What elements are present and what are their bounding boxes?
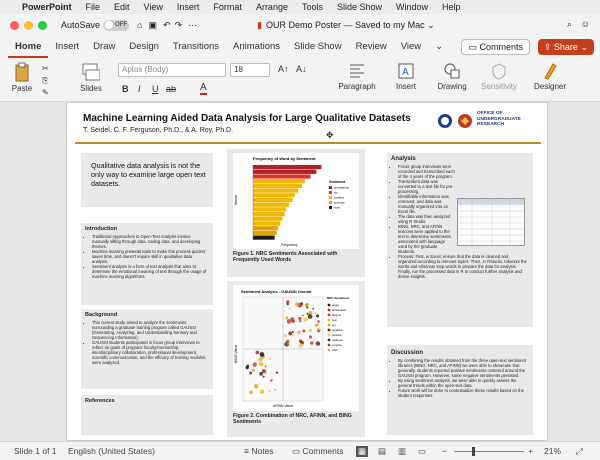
callout-text: Qualitative data analysis is not the only way to examine large open text datasets. (91, 161, 206, 188)
legend-title: Sentiment (329, 180, 346, 184)
scatter-point (292, 334, 294, 336)
bar (253, 221, 280, 225)
strikethrough-icon[interactable]: ab (166, 84, 177, 94)
university-seal-logo (437, 113, 453, 129)
font-size-select[interactable]: 18 (230, 63, 270, 77)
decrease-font-icon[interactable]: A↓ (296, 64, 307, 74)
scatter-point (312, 308, 314, 310)
comment-status-icon: ▭ (292, 445, 301, 456)
paste-button[interactable] (8, 62, 36, 93)
chart-title: Frequency of Word by Sentiment (253, 156, 316, 161)
legend-label: negative (332, 328, 343, 332)
tab-review[interactable]: Review (355, 41, 387, 52)
y-axis-label: BING Value (234, 344, 238, 363)
menu-insert[interactable]: Insert (176, 2, 200, 12)
menu-file[interactable]: File (85, 2, 101, 12)
scatter-point (310, 341, 313, 344)
status-bar (0, 441, 600, 460)
background-item: • GAUSSI students participated in focus group interviews to reflect on goals of program: faculty/mentorship, interdisciplinary collaboration, professional development, scientific communication, and the efficacy of training modules were analyzed. (92, 340, 207, 365)
analysis-item: • Identifiable information was removed, and data was manually organized into an Excel file. (398, 194, 455, 214)
analysis-item: • Transcribed data was converted to a text file for pre-processing. (398, 179, 455, 194)
poster-authors[interactable]: T. Seidel, C. F. Ferguson, Ph.D., & A. Roy, Ph.D. (83, 127, 234, 134)
designer-button[interactable] (530, 62, 570, 91)
paragraph-icon (348, 62, 366, 80)
discussion-box[interactable] (387, 345, 533, 435)
clipboard-icon (14, 62, 30, 82)
format-painter-icon[interactable]: ✎ (42, 88, 49, 97)
bar (253, 203, 289, 207)
menu-window[interactable]: Window (396, 2, 429, 12)
legend-marker (328, 339, 331, 342)
legend-label: surprise (332, 343, 342, 347)
home-icon[interactable]: ⌂ (137, 20, 143, 30)
scatter-point (288, 332, 292, 336)
paste-label: Paste (11, 84, 33, 93)
legend-label: sadness (332, 338, 343, 342)
account-icon[interactable]: ☺ (580, 19, 590, 29)
autosave-toggle[interactable] (103, 20, 129, 31)
scatter-point (290, 317, 294, 321)
tab-design[interactable]: Design (129, 41, 159, 52)
scatter-point (268, 390, 270, 392)
sensitivity-icon (490, 62, 508, 80)
menu-app[interactable]: PowerPoint (22, 2, 72, 12)
bar (253, 231, 277, 235)
menu-view[interactable]: View (143, 2, 163, 12)
slideshow-view-icon[interactable]: ▭ (418, 445, 427, 456)
callout-box[interactable] (81, 153, 213, 207)
normal-view-icon[interactable]: ▦ (358, 445, 367, 456)
bar (253, 170, 316, 174)
comments-status-label: Comments (302, 445, 344, 456)
scatter-point (253, 363, 257, 367)
scatter-point (259, 362, 263, 366)
scatter-point (297, 331, 301, 335)
bar (253, 212, 285, 216)
sensitivity-button[interactable] (476, 62, 522, 91)
sorter-view-icon[interactable]: ▤ (378, 445, 387, 456)
tab-home[interactable]: Home (8, 36, 48, 58)
discussion-item: • By using sentiment analysis, we were able to quickly assess the general trends within the open-text data. (398, 378, 527, 388)
document-title[interactable]: OUR Demo Poster — Saved to my Mac ⌄ (266, 19, 435, 30)
tab-draw[interactable]: Draw (93, 41, 116, 52)
scatter-point (305, 304, 308, 307)
scatter-point (246, 366, 249, 369)
drawing-button[interactable] (434, 62, 470, 91)
scatter-point (298, 343, 302, 347)
x-axis-label: Frequency (281, 243, 298, 247)
scatter-point (295, 302, 299, 306)
scatter-point (265, 365, 267, 367)
background-item: • This current study aimed to analyze the sentiments surrounding a graduate training program called GAUSSI (Generating, Analyzing, and Understanding Sensory and Sequencing Information). (92, 320, 207, 340)
slides-button[interactable] (76, 62, 106, 93)
legend-label: trust (334, 205, 340, 210)
shapes-icon (443, 62, 461, 80)
bar (253, 179, 305, 183)
slide-counter: Slide 1 of 1 (14, 446, 57, 456)
scatter-point (274, 389, 276, 391)
legend-marker (328, 309, 331, 312)
comments-label: Comments (479, 42, 523, 52)
legend-label: positive (332, 333, 342, 337)
sensitivity-label: Sensitivity (480, 82, 517, 91)
menu-arrange[interactable]: Arrange (255, 2, 288, 12)
tab-more-icon[interactable]: ⌄ (435, 41, 444, 52)
legend-title: NRC Sentiment (327, 296, 349, 300)
scatter-point (315, 312, 317, 314)
font-name-select[interactable]: Aptos (Body) (118, 63, 226, 77)
bar (253, 193, 295, 197)
legend-label: positive (334, 195, 345, 200)
bar (253, 226, 278, 230)
tab-slideshow[interactable]: Slide Show (294, 41, 342, 52)
references-heading: References (85, 398, 115, 404)
legend-swatch (329, 196, 332, 199)
legend-label: anger (332, 303, 340, 307)
figure2-scatter-plot (233, 285, 359, 411)
cut-icon[interactable]: ✂ (42, 64, 49, 73)
legend-label: joy (334, 190, 338, 195)
slides-icon (82, 62, 100, 82)
chart-title: Sentiment Analysis - GAUSSI Overall (241, 289, 312, 294)
scatter-point (249, 372, 252, 375)
intro-item: • Traditional Approaches to Open-Text Analysis involve manually sifting through data, coding data, and developing themes. (92, 234, 207, 249)
slides-label: Slides (80, 84, 102, 93)
office-undergraduate-research-logo: OFFICE OF UNDERGRADUATE RESEARCH (477, 111, 521, 127)
scatter-point (309, 329, 312, 332)
poster-slide[interactable] (66, 102, 548, 441)
discussion-item: • Future work will be done to contextualize these results based on the student responses. (398, 388, 527, 398)
scatter-point (276, 372, 278, 374)
bar (253, 189, 298, 193)
legend-swatch (329, 201, 332, 204)
scatter-point (254, 384, 258, 388)
legend-marker (328, 344, 331, 347)
legend-marker (328, 334, 331, 337)
scatter-point (249, 391, 253, 395)
legend-swatch (329, 206, 332, 209)
zoom-in-icon[interactable]: + (528, 446, 533, 456)
mac-menubar (0, 0, 600, 14)
comments-status-button[interactable] (292, 446, 344, 457)
legend-swatch (329, 191, 332, 194)
scatter-point (300, 303, 303, 306)
legend-marker (328, 314, 331, 317)
legend-label: anticipation (332, 308, 347, 312)
notes-label: Notes (251, 446, 274, 456)
window-controls (10, 21, 47, 30)
figure1-caption: Figure 1. NRC Sentiments Associated with Frequently Used Words (233, 251, 338, 264)
bar (253, 165, 321, 169)
comment-icon: ▭ (468, 42, 477, 52)
legend-marker (328, 319, 331, 322)
x-axis-label: AFINN Value (273, 404, 294, 408)
share-button[interactable]: ⇪ Share ⌄ (538, 39, 594, 55)
scatter-point (287, 342, 289, 344)
svg-text:A: A (402, 67, 409, 78)
scatter-point (303, 330, 306, 333)
ribbon-home (0, 58, 600, 102)
autosave-toggle-text: OFF (115, 22, 128, 28)
font-color-icon[interactable]: A (200, 82, 207, 93)
college-logo (457, 113, 473, 129)
bar (253, 236, 275, 240)
scatter-point (308, 314, 313, 319)
introduction-heading: Introduction (85, 226, 118, 232)
scatter-point (292, 331, 294, 333)
title-bar (0, 14, 600, 36)
scatter-point (298, 317, 301, 320)
legend-label: surprise (334, 200, 345, 205)
scatter-point (287, 303, 289, 305)
minimize-window-button[interactable] (24, 21, 33, 30)
scatter-point (269, 358, 271, 360)
reading-view-icon[interactable]: ▥ (398, 445, 407, 456)
tab-view[interactable]: View (400, 41, 422, 52)
italic-icon[interactable]: I (138, 84, 141, 94)
tab-insert[interactable]: Insert (55, 41, 80, 52)
zoom-slider[interactable] (454, 451, 524, 452)
redo-icon[interactable]: ↷ (174, 19, 183, 30)
bar (253, 207, 286, 211)
search-icon[interactable]: ⌕ (566, 19, 572, 29)
notes-button[interactable] (244, 446, 274, 456)
analysis-box[interactable] (387, 153, 533, 327)
analysis-heading: Analysis (391, 156, 416, 162)
legend-marker (328, 324, 331, 327)
title-rule (75, 142, 541, 144)
menu-edit[interactable]: Edit (114, 2, 130, 12)
slide-editor (0, 102, 600, 441)
scatter-point (317, 324, 319, 326)
scatter-point (263, 376, 265, 378)
tab-animations[interactable]: Animations (233, 41, 281, 52)
more-icon[interactable]: ··· (188, 20, 198, 30)
move-cursor-icon: ✥ (326, 130, 334, 140)
zoom-window-button[interactable] (38, 21, 47, 30)
scatter-point (302, 315, 304, 317)
bar (253, 174, 311, 178)
insert-button[interactable] (388, 62, 424, 91)
scatter-point (309, 335, 312, 338)
notes-icon: ≡ (244, 446, 249, 456)
language-indicator[interactable]: English (United States) (68, 446, 155, 456)
comments-button[interactable] (461, 39, 530, 55)
fit-slide-icon[interactable]: ⤢ (576, 445, 583, 456)
drawing-label: Drawing (437, 82, 467, 91)
scatter-point (252, 369, 255, 372)
zoom-out-icon[interactable]: − (442, 446, 447, 456)
legend-label: fear (332, 318, 337, 322)
legend-swatch (329, 186, 332, 189)
figure1-box[interactable] (227, 149, 365, 277)
share-label: Share (553, 42, 578, 52)
figure2-caption: Figure 2. Combination of NRC, AFINN, and BING Sentiments (233, 413, 352, 426)
spreadsheet-screenshot (457, 198, 525, 246)
analysis-item: • Focus group interviews were recorded and transcribed each of the 4 years of the program. (398, 164, 455, 179)
paragraph-button[interactable] (336, 62, 378, 91)
save-icon[interactable]: ▣ (148, 19, 157, 30)
legend-marker (328, 304, 331, 307)
menu-help[interactable]: Help (442, 2, 461, 12)
poster-title[interactable]: Machine Learning Aided Data Analysis for Large Qualitative Datasets (83, 113, 411, 124)
designer-icon (541, 62, 559, 80)
legend-marker (328, 349, 331, 352)
insert-label: Insert (395, 82, 416, 91)
background-box[interactable] (81, 309, 213, 389)
close-window-button[interactable] (10, 21, 19, 30)
bar (253, 198, 293, 202)
scatter-point (304, 318, 308, 322)
scatter-point (256, 351, 260, 355)
scatter-point (259, 372, 263, 376)
tab-transitions[interactable]: Transitions (172, 41, 220, 52)
scatter-point (260, 390, 264, 394)
scatter-point (284, 334, 287, 337)
intro-item: • Machine learning presents tools to make this process quicker, saves time, and doesn't require skill in qualitative data analysis. (92, 249, 207, 264)
scatter-point (316, 314, 319, 317)
legend-label: anticipation (334, 185, 350, 190)
autosave-label: AutoSave (61, 20, 101, 30)
designer-label: Designer (533, 82, 566, 91)
menu-format[interactable]: Format (213, 2, 242, 12)
menu-slideshow[interactable]: Slide Show (336, 2, 383, 12)
bold-icon[interactable]: B (122, 84, 129, 94)
underline-icon[interactable]: U (152, 84, 159, 94)
bar (253, 184, 302, 188)
introduction-box[interactable] (81, 223, 213, 305)
figure2-box[interactable] (227, 281, 365, 437)
copy-icon[interactable]: ⎘ (42, 76, 49, 85)
zoom-slider-thumb[interactable] (472, 447, 475, 456)
discussion-item: • By combining the results obtained from the three open-text sentiment libraries (BING, NRC, and AFINN) we were able to showcase that generally, students reported positive sentiments centered around the GAUSSI program. However, some negative sentiments persisted. (398, 358, 527, 378)
analysis-process-item: • Process: First, in Excel, ensure that the data is cleaned and organized according to relevant topics. Then, in RStudio, tokenize the words and eliminate stop words to prepare the data for analysis. Finally, run the processed data in R to conduct further analysis and derive insights. (398, 254, 527, 279)
undo-icon[interactable]: ↶ (162, 19, 171, 30)
scatter-point (317, 320, 319, 322)
ribbon-tabs (0, 36, 600, 58)
legend-marker (328, 329, 331, 332)
intro-item: • Sentiment analysis is a form of text analysis that aims to determine the emotional meaning of text through the usage of machine learning algorithms. (92, 264, 207, 279)
analysis-item: • BING, NRC, and AFINN lexicons were applied to the text to determine sentiments associated with language used by the graduate students. (398, 224, 455, 254)
share-icon: ⇪ (543, 42, 552, 52)
background-heading: Background (85, 312, 118, 318)
document-icon: ▮ (257, 19, 263, 30)
scatter-point (316, 341, 320, 345)
textbox-icon (397, 62, 415, 80)
scatter-point (270, 379, 272, 381)
analysis-item: • The data was then analyzed using R Studio. (398, 214, 455, 224)
scatter-point (318, 330, 320, 332)
paragraph-label: Paragraph (338, 82, 376, 91)
scatter-point (258, 358, 262, 362)
scatter-point (306, 306, 308, 308)
scatter-point (289, 308, 291, 310)
bar (253, 217, 283, 221)
increase-font-icon[interactable]: A↑ (278, 64, 289, 74)
figure1-bar-chart (233, 153, 359, 249)
zoom-level[interactable]: 21% (544, 446, 562, 456)
legend-label: disgust (332, 313, 341, 317)
legend-label: joy (332, 323, 336, 327)
discussion-heading: Discussion (391, 350, 424, 356)
references-box[interactable] (81, 395, 213, 435)
scatter-point (299, 320, 301, 322)
scatter-point (285, 317, 288, 320)
legend-label: trust (332, 348, 338, 352)
y-axis-label: Words (234, 194, 238, 205)
menu-tools[interactable]: Tools (301, 2, 323, 12)
scatter-point (260, 352, 265, 357)
